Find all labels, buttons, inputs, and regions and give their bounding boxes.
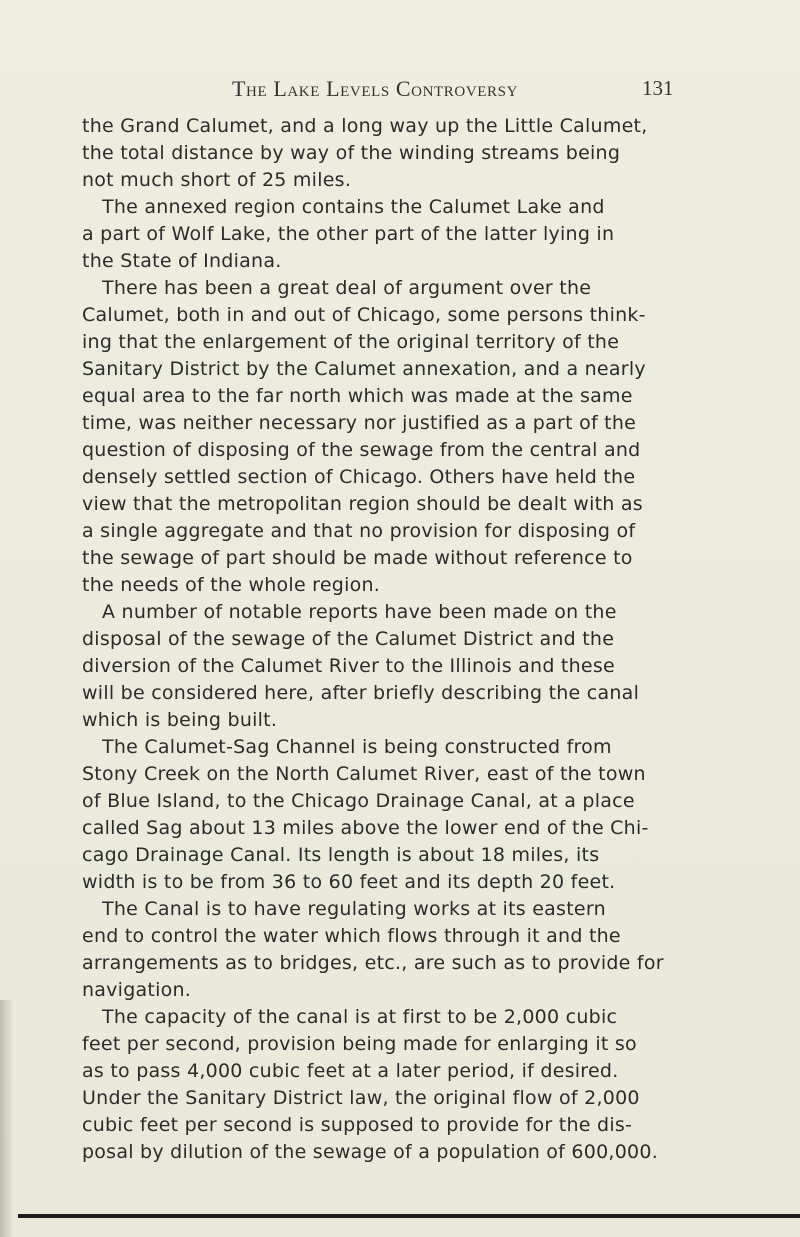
text-line: There has been a great deal of argument over the (102, 277, 592, 299)
text-line: feet per second, provision being made for enlarging it so (82, 1033, 637, 1055)
text-line: of Blue Island, to the Chicago Drainage Canal, at a place (82, 790, 635, 812)
text-line: question of disposing of the sewage from the central and (82, 439, 641, 461)
text-line: diversion of the Calumet River to the Illinois and these (82, 655, 615, 677)
text-line: the total distance by way of the winding streams being (82, 142, 621, 164)
running-title: The Lake Levels Controversy (232, 76, 519, 101)
text-line: called Sag about 13 miles above the lower end of the Chi- (82, 817, 649, 839)
body-text (82, 113, 688, 1166)
text-line: The annexed region contains the Calumet Lake and (102, 196, 605, 218)
text-line: navigation. (82, 979, 192, 1001)
text-line: The capacity of the canal is at first to be 2,000 cubic (102, 1006, 618, 1028)
text-line: the sewage of part should be made without reference to (82, 547, 633, 569)
text-line: Stony Creek on the North Calumet River, east of the town (82, 763, 646, 785)
text-line: arrangements as to bridges, etc., are such as to provide for (82, 952, 664, 974)
text-line: The Calumet-Sag Channel is being constructed from (102, 736, 612, 758)
text-line: a single aggregate and that no provision for disposing of (82, 520, 636, 542)
text-line: disposal of the sewage of the Calumet District and the (82, 628, 615, 650)
text-line: not much short of 25 miles. (82, 169, 352, 191)
text-line: Sanitary District by the Calumet annexation, and a nearly (82, 358, 646, 380)
page-edge-shadow (0, 1000, 14, 1237)
text-line: densely settled section of Chicago. Others have held the (82, 466, 636, 488)
text-line: A number of notable reports have been made on the (102, 601, 617, 623)
text-line: the State of Indiana. (82, 250, 282, 272)
text-line: cubic feet per second is supposed to provide for the dis- (82, 1114, 633, 1136)
text-line: The Canal is to have regulating works at its eastern (102, 898, 606, 920)
text-line: Under the Sanitary District law, the original flow of 2,000 (82, 1087, 640, 1109)
page-number: 131 (642, 76, 674, 100)
text-line: the needs of the whole region. (82, 574, 381, 596)
text-line: end to control the water which flows through it and the (82, 925, 621, 947)
text-line: as to pass 4,000 cubic feet at a later period, if desired. (82, 1060, 619, 1082)
text-line: ing that the enlargement of the original territory of the (82, 331, 620, 353)
bottom-rule (18, 1214, 800, 1218)
text-line: a part of Wolf Lake, the other part of the latter lying in (82, 223, 615, 245)
text-line: posal by dilution of the sewage of a population of 600,000. (82, 1141, 659, 1163)
text-line: Calumet, both in and out of Chicago, some persons think- (82, 304, 646, 326)
text-line: width is to be from 36 to 60 feet and its depth 20 feet. (82, 871, 616, 893)
text-line: view that the metropolitan region should be dealt with as (82, 493, 643, 515)
text-line: cago Drainage Canal. Its length is about 18 miles, its (82, 844, 600, 866)
text-line: the Grand Calumet, and a long way up the Little Calumet, (82, 115, 648, 137)
text-line: time, was neither necessary nor justified as a part of the (82, 412, 637, 434)
text-line: equal area to the far north which was made at the same (82, 385, 633, 407)
running-head (0, 70, 800, 100)
text-line: will be considered here, after briefly describing the canal (82, 682, 640, 704)
text-line: which is being built. (82, 709, 278, 731)
